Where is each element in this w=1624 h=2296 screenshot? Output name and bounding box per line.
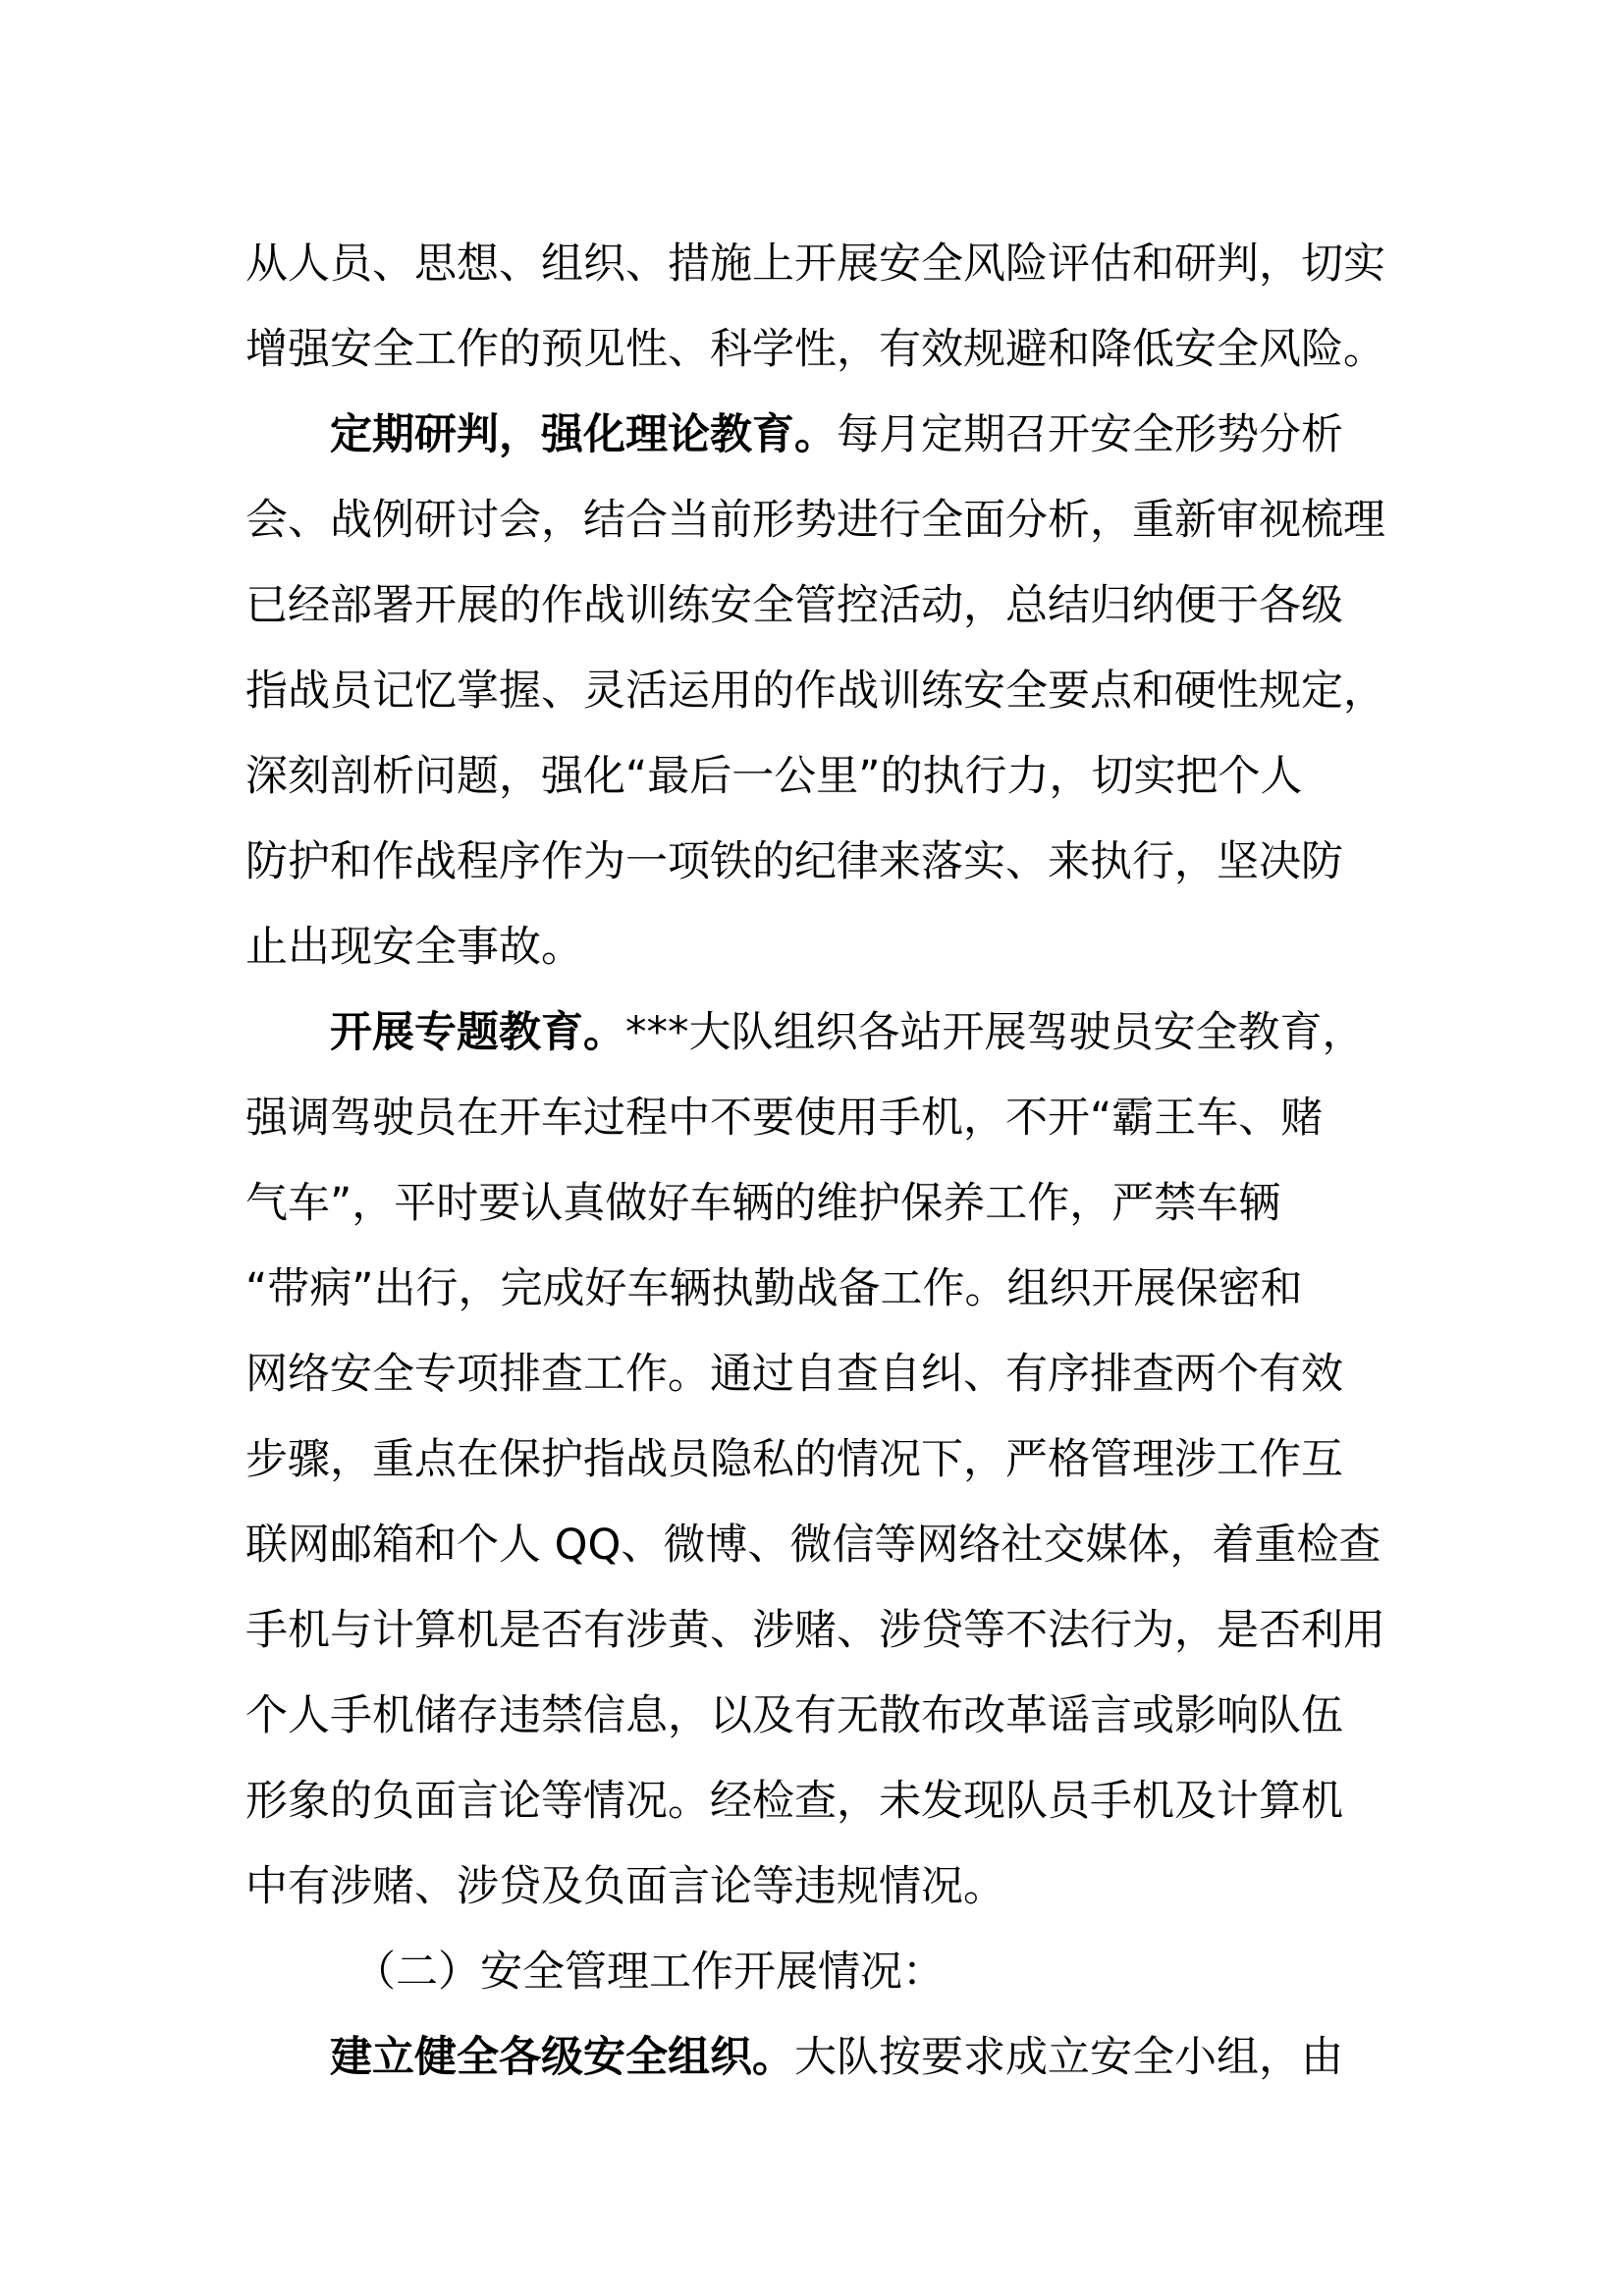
line-text: 已经部署开展的作战训练安全管控活动，总结归纳便于各级 <box>245 581 1343 630</box>
paragraph-heading-line <box>245 2015 1390 2101</box>
text-line-6 <box>245 649 1390 734</box>
text-line-1 <box>245 222 1390 307</box>
text-line-13 <box>245 1247 1390 1332</box>
line-text: 手机与计算机是否有涉黄、涉赌、涉贷等不法行为，是否利用 <box>245 1606 1385 1655</box>
bold-heading: 定期研判，强化理论教育。 <box>330 410 837 459</box>
paragraph-heading-line <box>245 990 1390 1076</box>
text-line-11 <box>245 1076 1390 1161</box>
text-line-9 <box>245 905 1390 990</box>
text-line-8 <box>245 820 1390 905</box>
section-heading <box>245 1930 1390 2015</box>
text-line-20 <box>245 1844 1390 1930</box>
line-text: ***大队组织各站开展驾驶员安全教育， <box>625 1008 1365 1057</box>
text-line-16 <box>245 1503 1390 1588</box>
line-text: 深刻剖析问题，强化“最后一公里”的执行力，切实把个人 <box>245 752 1303 801</box>
text-line-7 <box>245 734 1390 820</box>
line-text: 中有涉赌、涉贷及负面言论等违规情况。 <box>245 1862 1005 1911</box>
text-line-12 <box>245 1161 1390 1247</box>
text-line-2 <box>245 307 1390 393</box>
document-body <box>245 222 1390 2101</box>
line-text: 强调驾驶员在开车过程中不要使用手机，不开“霸王车、赌 <box>245 1094 1324 1143</box>
line-text: 每月定期召开安全形势分析 <box>837 410 1343 459</box>
text-line-19 <box>245 1759 1390 1844</box>
text-line-15 <box>245 1417 1390 1503</box>
line-text: 止出现安全事故。 <box>245 923 583 972</box>
line-text: 指战员记忆掌握、灵活运用的作战训练安全要点和硬性规定， <box>245 667 1385 716</box>
line-text: （二）安全管理工作开展情况： <box>353 1948 945 1997</box>
line-text: 步骤，重点在保护指战员隐私的情况下，严格管理涉工作互 <box>245 1435 1343 1484</box>
line-text: 从人员、思想、组织、措施上开展安全风险评估和研判，切实 <box>245 240 1385 289</box>
bold-heading: 开展专题教育。 <box>330 1008 625 1057</box>
line-text: 大队按要求成立安全小组，由 <box>794 2033 1343 2082</box>
text-line-18 <box>245 1674 1390 1759</box>
text-line-17 <box>245 1588 1390 1674</box>
line-text: 网络安全专项排查工作。通过自查自纠、有序排查两个有效 <box>245 1350 1343 1399</box>
text-line-5 <box>245 563 1390 649</box>
line-text: 个人手机储存违禁信息，以及有无散布改革谣言或影响队伍 <box>245 1691 1343 1740</box>
text-line-14 <box>245 1332 1390 1417</box>
line-text: 会、战例研讨会，结合当前形势进行全面分析，重新审视梳理 <box>245 496 1385 545</box>
line-text: 形象的负面言论等情况。经检查，未发现队员手机及计算机 <box>245 1777 1343 1826</box>
bold-heading: 建立健全各级安全组织。 <box>330 2033 794 2082</box>
line-text: 气车”，平时要认真做好车辆的维护保养工作，严禁车辆 <box>245 1179 1281 1228</box>
line-text: 防护和作战程序作为一项铁的纪律来落实、来执行，坚决防 <box>245 837 1343 886</box>
line-text: “带病”出行，完成好车辆执勤战备工作。组织开展保密和 <box>245 1264 1303 1313</box>
paragraph-heading-line <box>245 393 1390 478</box>
line-text: 联网邮箱和个人 QQ、微博、微信等网络社交媒体，着重检查 <box>245 1521 1381 1570</box>
text-line-4 <box>245 478 1390 563</box>
line-text: 增强安全工作的预见性、科学性，有效规避和降低安全风险。 <box>245 325 1385 374</box>
